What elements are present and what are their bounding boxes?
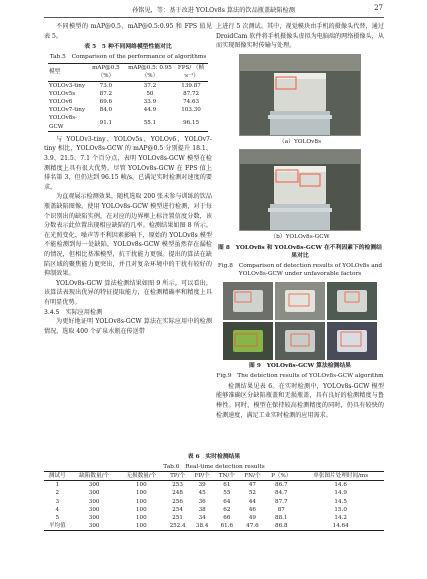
table-cell: 45 xyxy=(198,490,206,497)
figure-8a-label: （a）YOLOv8s xyxy=(278,138,322,145)
table-cell: 50 xyxy=(146,90,154,97)
figure-9-caption-en: Fig.9 The detection results of YOLOv8s-GCW algorithm xyxy=(216,372,384,379)
table-cell: 300 xyxy=(71,522,118,531)
table5-caption-cn: 表 5 5 种不同网络模型性能对比 xyxy=(84,44,172,51)
table-cell: 47.6 xyxy=(240,522,266,531)
table-cell: 103.30 xyxy=(181,107,201,114)
table-cell: 14.5 xyxy=(334,498,347,505)
table-cell: YOLOv3-tiny xyxy=(49,82,85,89)
running-header xyxy=(0,4,427,16)
left-column xyxy=(44,22,212,336)
table-row xyxy=(44,498,384,506)
table5-caption-en: Tab.5 Comparison of the performance of algorithms xyxy=(49,54,207,61)
table-cell: 74.63 xyxy=(183,99,200,105)
table-row xyxy=(44,481,384,490)
table-row xyxy=(48,114,208,131)
paragraph: YOLOv8s-GCW 算法检测结果如图 9 所示。可以看出，该算法表现出优异的特征提取能力，在检测精确率和精度上具有明显优势。 xyxy=(44,279,212,306)
table-cell: 254 xyxy=(172,506,183,513)
figure-8b-label: （b）YOLOv8s-GCW xyxy=(270,233,330,240)
bottle-cap-photo-icon xyxy=(240,55,360,135)
cap-sample-icon xyxy=(327,282,377,320)
table-cell: 87.2 xyxy=(99,90,113,97)
cap-sample-icon xyxy=(275,322,325,360)
table5-header: 模型 xyxy=(48,64,86,81)
paragraph: 为直观展示检测效果，随机选取 200 张未参与训练的饮品瓶盖缺陷图像，使用 YOLOv8s-GCW 模型进行检测，对于每个识别出的缺陷实例，在对应的边界框上标注置信度分数，该分数表示此位置出现相应缺陷的几率。检测结果如图 8 所示。在光照变化、噪声等不利因素影响下，原始的 YOLOv8s 模型不能检测到每一处缺陷，YOLOv8s-GCW 模型虽然存在漏检的情况，但相比基准模型，抗干扰能力更强。提出的算法在缺陷区域的聚焦能力更突出，并且对复杂环境中的干扰有较好的抑制效果。 xyxy=(44,193,212,278)
table-cell: 88.1 xyxy=(275,515,288,522)
table6-header: 单张图片处理时间/ms xyxy=(297,472,384,481)
table-cell: 253 xyxy=(172,482,183,489)
table-cell: 44 xyxy=(248,498,256,505)
table-cell: 100 xyxy=(135,490,147,497)
table6-caption-en: Tab.6 Real-time detection results xyxy=(163,464,265,470)
table-cell: 100 xyxy=(135,482,147,489)
table-cell: 14.9 xyxy=(334,490,347,497)
table-cell: 61.6 xyxy=(214,522,239,531)
section-heading: 3.4.5 实际应用检测 xyxy=(44,308,103,316)
table6-header: FP/个 xyxy=(190,472,214,481)
table5-header: mAP@0.5: 0.95（%） xyxy=(126,64,174,81)
table6-header: P（%） xyxy=(265,472,297,481)
table-cell: 86.7 xyxy=(275,482,288,489)
table6-block xyxy=(44,451,384,531)
table-cell: 33.9 xyxy=(143,99,157,105)
table-cell: 62 xyxy=(223,506,231,513)
table6-header: FN/个 xyxy=(240,472,266,481)
table-row xyxy=(48,90,208,98)
table-cell: 38.4 xyxy=(190,522,214,531)
table-cell: 38 xyxy=(198,506,206,513)
table-cell: 300 xyxy=(88,482,100,489)
table-cell: 64 xyxy=(223,498,231,505)
table-row xyxy=(44,514,384,522)
table-cell: 86.8 xyxy=(265,522,297,531)
table-cell: 139.87 xyxy=(181,82,201,89)
table-cell: 36 xyxy=(198,498,206,505)
table-cell: 66 xyxy=(223,515,231,522)
table6-caption-cn: 表 6 实时检测结果 xyxy=(187,454,241,460)
table-cell: YOLOv7-tiny xyxy=(49,107,85,114)
table-cell: 96.15 xyxy=(174,114,208,131)
table-cell: 52 xyxy=(248,490,256,497)
table5 xyxy=(48,63,208,132)
table-cell: 3 xyxy=(55,498,60,505)
right-column xyxy=(216,22,384,420)
table-row xyxy=(48,81,208,90)
cap-sample-icon xyxy=(327,322,377,360)
figure-9-grid xyxy=(216,282,384,360)
table6 xyxy=(44,471,384,531)
table-cell: 69.6 xyxy=(99,99,113,105)
bottle-cap-photo-icon xyxy=(240,150,360,230)
table-cell: 73.0 xyxy=(99,82,113,89)
table-cell: 100 xyxy=(135,506,147,513)
cap-sample-icon xyxy=(223,322,273,360)
table-cell: 61 xyxy=(223,482,231,489)
table-cell: 14.2 xyxy=(334,515,347,522)
table6-header: 测试号 xyxy=(44,472,71,481)
table-cell: 2 xyxy=(55,490,60,497)
table-cell: 251 xyxy=(172,515,183,522)
table6-header: TP/个 xyxy=(165,472,190,481)
table-cell: 55.1 xyxy=(126,114,174,131)
figure-9-caption-cn: 图 9 YOLOv8s-GCW 算法检测结果 xyxy=(249,362,351,369)
table6-header: 缺陷数量/个 xyxy=(71,472,118,481)
table-cell: 4 xyxy=(55,506,60,513)
table-cell: 300 xyxy=(88,490,100,497)
table-row-average xyxy=(44,522,384,531)
table5-header: FPS/ （帧·s⁻¹） xyxy=(174,64,208,81)
paragraph: 不同模型的 mAP@0.5、mAP@0.5:0.95 和 FPS 值见表 5。 xyxy=(44,23,212,40)
table-cell: 87 xyxy=(277,506,285,513)
paragraph: 检测结果见表 6。在实时检测中，YOLOv8s-GCW 模型能够准确区分缺陷瓶盖和无损瓶盖，具有良好的检测精度与鲁棒性。同时，模型在保持较高检测精度的同时，仍具有较快的检测速度，满足工业实时检测的应用需求。 xyxy=(216,382,384,419)
table-cell: 5 xyxy=(55,515,60,522)
figure-8b-photo xyxy=(239,149,361,231)
table6-header: 无损数量/个 xyxy=(118,472,165,481)
table-cell: 14.6 xyxy=(334,482,347,489)
table-cell: 300 xyxy=(88,498,100,505)
table-cell: 100 xyxy=(118,522,165,531)
table-cell: 87.72 xyxy=(183,90,200,97)
table-row xyxy=(44,506,384,514)
figure-8-caption-cn: 图 8 YOLOv8s 和 YOLOv8s-GCW 在不利因素下的检测结果对比 xyxy=(218,244,382,259)
table-cell: 300 xyxy=(88,515,100,522)
table-cell: 14.64 xyxy=(297,522,384,531)
table-cell: 44.9 xyxy=(143,107,157,114)
figure-8a-photo xyxy=(239,54,361,136)
table-cell: 15.0 xyxy=(334,506,347,513)
figure-8-caption-en: Fig.8 Comparison of detection results of YOLOv8s and YOLOv8s-GCW under unfavorable factors xyxy=(217,262,383,277)
table-cell: 84.0 xyxy=(99,107,113,114)
paragraph: 为更好地证明 YOLOv8s-GCW 算法在实际应用中的检测情况，选取 400 个矿泉水瓶在传送带 xyxy=(44,318,212,335)
table-cell: 34 xyxy=(198,515,206,522)
table-cell: 47 xyxy=(248,482,256,489)
cap-sample-icon xyxy=(223,282,273,320)
table-cell: YOLOv5s xyxy=(49,90,76,97)
table-cell: 91.1 xyxy=(86,114,126,131)
table-cell: YOLOv6 xyxy=(49,99,73,105)
page-number: 27 xyxy=(374,4,383,12)
table-cell: 46 xyxy=(248,506,256,513)
table-cell: 100 xyxy=(135,515,147,522)
table-cell: YOLOv8s-GCW xyxy=(48,114,86,131)
table-cell: 252.4 xyxy=(165,522,190,531)
paragraph: 上进行 5 次测试。其中，视觉模块由手机的摄像头代替，通过 DroidCam 软件将手机摄像头虚拟为电脑端的网络摄像头，从而实现图像实时传输与处理。 xyxy=(216,23,384,50)
table-cell: 100 xyxy=(135,498,147,505)
table-cell: 87.7 xyxy=(275,498,288,505)
table-row xyxy=(48,106,208,114)
table-cell: 248 xyxy=(172,490,183,497)
table-cell: 84.7 xyxy=(275,490,288,497)
table-cell: 1 xyxy=(55,482,60,489)
table-cell: 平均值 xyxy=(44,522,71,531)
table-row xyxy=(44,489,384,497)
table-cell: 55 xyxy=(223,490,231,497)
table-cell: 49 xyxy=(248,515,256,522)
cap-sample-icon xyxy=(275,282,325,320)
table-cell: 37.2 xyxy=(143,82,157,89)
table6-header: TN/个 xyxy=(214,472,239,481)
header-rule xyxy=(44,17,384,18)
header-title: 孙铭见，等：基于改进 YOLOv8s 算法的饮品瓶盖缺陷检测 xyxy=(132,7,295,14)
table-row xyxy=(48,98,208,106)
table-cell: 39 xyxy=(198,482,206,489)
table5-header: mAP@0.5 （%） xyxy=(86,64,126,81)
table-cell: 256 xyxy=(172,498,183,505)
paragraph: 与 YOLOv3-tiny、YOLOv5s、YOLOv6、YOLOv7-tiny 相比，YOLOv8s-GCW 的 mAP@0.5 分别提升 18.1、3.9、21.5、7.1 个百分点，表明 YOLOv8s-GCW 模型在检测精度上具有很大优势。尽管 YOLOv8s-GCW 在 FPS 值上排名第 3，但仍达到 96.15 帧/s，已满足实时检测对速度的要求。 xyxy=(44,135,212,191)
table-cell: 300 xyxy=(88,506,100,513)
